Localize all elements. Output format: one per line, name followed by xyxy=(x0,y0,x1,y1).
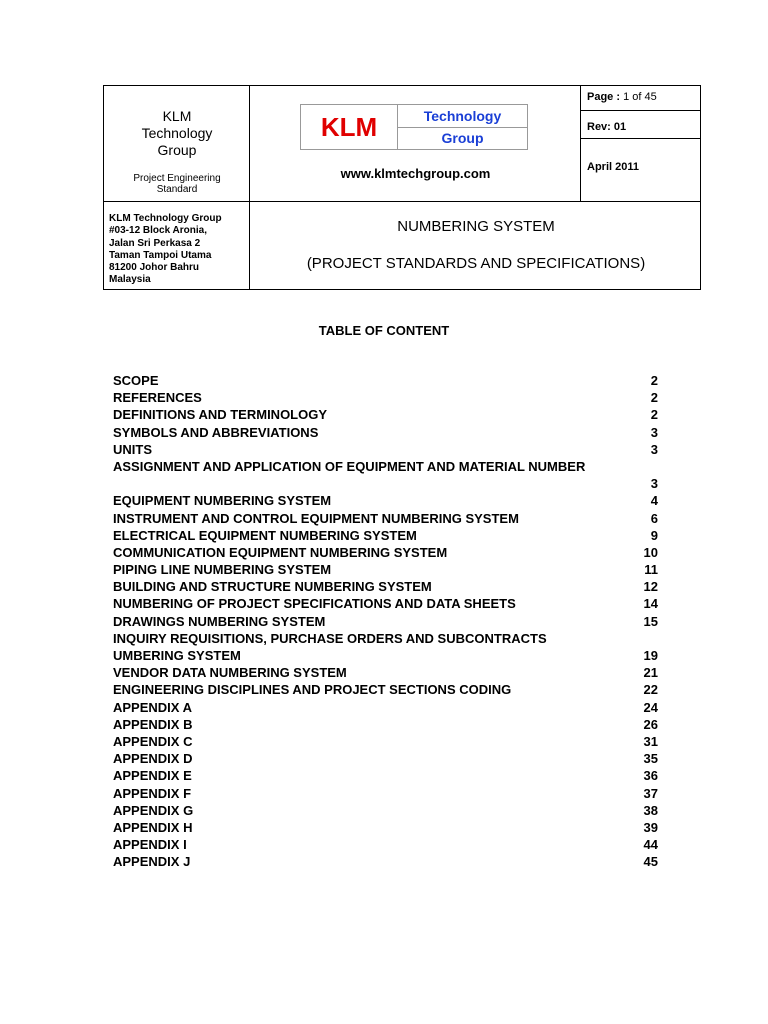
toc-entry-label: APPENDIX C xyxy=(113,733,193,749)
toc-entry-label: APPENDIX A xyxy=(113,699,192,715)
toc-entry-page: 9 xyxy=(650,527,658,543)
toc-entry-label: APPENDIX I xyxy=(113,837,187,853)
toc-entry-label: SYMBOLS AND ABBREVIATIONS xyxy=(113,424,319,440)
toc-entry[interactable] xyxy=(113,492,658,509)
toc-entry-label: EQUIPMENT NUMBERING SYSTEM xyxy=(113,493,332,509)
toc-entry-label: APPENDIX B xyxy=(113,716,193,732)
toc-entry-page: 39 xyxy=(643,819,658,835)
address-line: Taman Tampoi Utama xyxy=(109,249,212,261)
toc-entry[interactable] xyxy=(113,372,658,389)
issue-date: April 2011 xyxy=(587,161,639,173)
toc-entry-page: 2 xyxy=(650,390,658,406)
toc-entry-page: 14 xyxy=(643,596,658,612)
toc-entry-page: 44 xyxy=(643,837,658,853)
doc-type: Project Engineering Standard xyxy=(133,173,221,195)
toc-title: TABLE OF CONTENT xyxy=(318,323,450,338)
toc-entry[interactable] xyxy=(113,510,658,527)
toc-entry[interactable] xyxy=(113,699,658,716)
toc-entry[interactable] xyxy=(113,424,658,441)
toc-entry-page: 2 xyxy=(650,407,658,423)
toc-entry-page: 19 xyxy=(643,648,658,664)
toc-entry-label: APPENDIX G xyxy=(113,802,194,818)
toc-entry[interactable] xyxy=(113,664,658,681)
toc-entry-label: DRAWINGS NUMBERING SYSTEM xyxy=(113,613,326,629)
toc-entry-label: APPENDIX F xyxy=(113,785,192,801)
toc-entry-page: 6 xyxy=(650,510,658,526)
toc-entry[interactable] xyxy=(113,613,658,630)
toc-entry-page: 4 xyxy=(650,493,658,509)
table-of-contents xyxy=(113,372,658,870)
toc-entry-page: 11 xyxy=(644,562,658,578)
address-line: 81200 Johor Bahru xyxy=(109,262,200,274)
toc-entry-label: SCOPE xyxy=(113,373,159,388)
toc-entry[interactable] xyxy=(113,389,658,406)
toc-entry-page: 26 xyxy=(643,716,658,732)
logo-klm-text: KLM xyxy=(301,105,398,149)
toc-entry-label: ELECTRICAL EQUIPMENT NUMBERING SYSTEM xyxy=(113,527,417,543)
toc-entry-label: NUMBERING OF PROJECT SPECIFICATIONS AND DATA SHEETS xyxy=(113,596,516,612)
toc-entry-label: APPENDIX H xyxy=(113,819,193,835)
toc-entry[interactable] xyxy=(113,630,658,664)
toc-entry[interactable] xyxy=(113,406,658,423)
toc-entry-label: APPENDIX D xyxy=(113,751,193,767)
toc-entry-label: UNITS xyxy=(113,441,152,457)
toc-entry-page: 24 xyxy=(643,699,658,715)
toc-entry-label: ASSIGNMENT AND APPLICATION OF EQUIPMENT AND MATERIAL NUMBER xyxy=(113,458,586,474)
logo-cell xyxy=(250,86,581,202)
toc-entry[interactable] xyxy=(113,458,658,492)
toc-entry-label: ENGINEERING DISCIPLINES AND PROJECT SECTIONS CODING xyxy=(113,682,512,698)
toc-entry[interactable] xyxy=(113,544,658,561)
toc-entry-page: 31 xyxy=(643,733,658,749)
toc-entry-page: 12 xyxy=(643,579,658,595)
company-name: KLM Technology Group xyxy=(141,108,213,158)
toc-entry-label: INQUIRY REQUISITIONS, PURCHASE ORDERS AND SUBCONTRACTS UMBERING SYSTEM xyxy=(113,630,547,664)
toc-entry-page: 38 xyxy=(643,802,658,818)
logo-technology-text: Technology xyxy=(398,105,527,128)
toc-entry-label: DEFINITIONS AND TERMINOLOGY xyxy=(113,407,328,423)
toc-entry-label: COMMUNICATION EQUIPMENT NUMBERING SYSTEM xyxy=(113,544,448,560)
toc-entry-page: 35 xyxy=(643,751,658,767)
toc-entry-page: 2 xyxy=(650,372,658,388)
toc-entry-page: 36 xyxy=(643,768,658,784)
toc-entry[interactable] xyxy=(113,819,658,836)
toc-entry[interactable] xyxy=(113,595,658,612)
revision: Rev: 01 xyxy=(587,121,627,133)
toc-entry-page: 10 xyxy=(643,544,658,560)
toc-entry-label: PIPING LINE NUMBERING SYSTEM xyxy=(113,562,332,578)
toc-entry[interactable] xyxy=(113,716,658,733)
company-cell xyxy=(104,86,250,202)
address-line: Jalan Sri Perkasa 2 xyxy=(109,237,201,249)
toc-entry-page: 22 xyxy=(643,682,658,698)
address-block xyxy=(104,202,250,291)
toc-entry[interactable] xyxy=(113,733,658,750)
address-line: KLM Technology Group xyxy=(109,213,222,224)
document-subtitle: (PROJECT STANDARDS AND SPECIFICATIONS) xyxy=(306,255,646,272)
toc-entry[interactable] xyxy=(113,527,658,544)
title-cell xyxy=(250,202,702,291)
page-number xyxy=(581,91,702,111)
toc-entry[interactable] xyxy=(113,578,658,595)
toc-entry-page: 3 xyxy=(650,424,658,440)
document-title: NUMBERING SYSTEM xyxy=(397,218,555,235)
toc-entry[interactable] xyxy=(113,853,658,870)
toc-entry-label: APPENDIX J xyxy=(113,854,191,870)
toc-entry-page: 45 xyxy=(643,854,658,870)
toc-entry[interactable] xyxy=(113,750,658,767)
toc-entry-page: 3 xyxy=(650,441,658,457)
toc-entry-label: INSTRUMENT AND CONTROL EQUIPMENT NUMBERING SYSTEM xyxy=(113,510,519,526)
toc-entry[interactable] xyxy=(113,802,658,819)
header-table xyxy=(103,85,701,290)
klm-logo xyxy=(300,104,528,150)
toc-entry[interactable] xyxy=(113,836,658,853)
page-value: 1 of 45 xyxy=(623,91,657,103)
toc-entry-page: 21 xyxy=(643,665,658,681)
toc-entry[interactable] xyxy=(113,785,658,802)
toc-entry-label: REFERENCES xyxy=(113,390,202,406)
toc-entry-page: 15 xyxy=(643,613,658,629)
toc-entry[interactable] xyxy=(113,561,658,578)
toc-entry[interactable] xyxy=(113,767,658,784)
toc-entry[interactable] xyxy=(113,441,658,458)
logo-group-text: Group xyxy=(441,130,484,146)
toc-entry-label: VENDOR DATA NUMBERING SYSTEM xyxy=(113,665,347,681)
toc-entry-label: BUILDING AND STRUCTURE NUMBERING SYSTEM xyxy=(113,579,432,595)
toc-entry-label: APPENDIX E xyxy=(113,768,192,784)
website-link: www.klmtechgroup.com xyxy=(340,166,491,181)
address-line: #03-12 Block Aronia, xyxy=(109,225,208,237)
toc-entry-page: 3 xyxy=(650,476,658,492)
page-label: Page : xyxy=(587,91,621,103)
toc-entry-page: 37 xyxy=(643,785,658,801)
address-line: Malaysia xyxy=(109,274,151,286)
toc-entry[interactable] xyxy=(113,681,658,698)
